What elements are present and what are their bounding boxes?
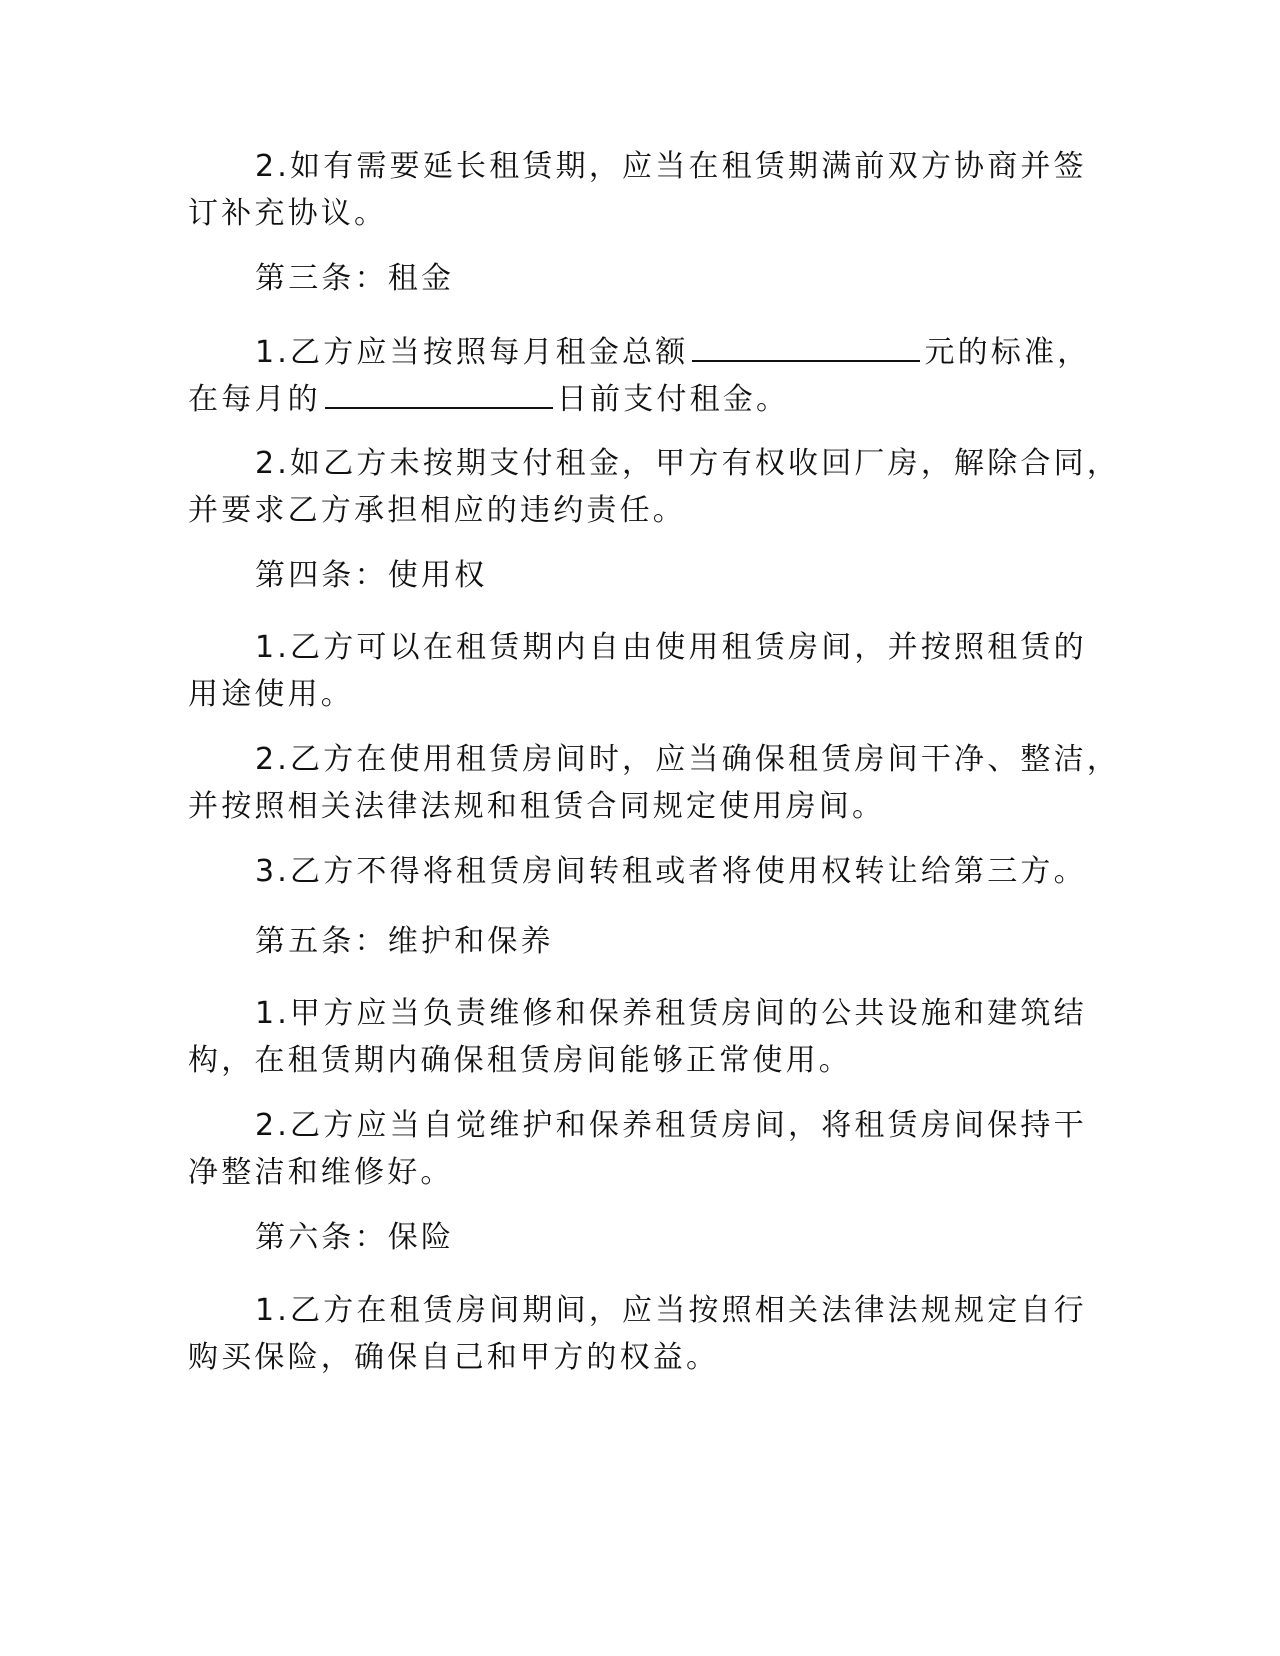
text-line: 用途使用。 bbox=[188, 677, 354, 712]
text-line: 净整洁和维修好。 bbox=[188, 1155, 454, 1190]
text-line: 订补充协议。 bbox=[188, 196, 388, 231]
paragraph-tenant-maintenance bbox=[188, 1102, 1088, 1196]
paragraph-extend-lease bbox=[188, 143, 1088, 237]
rent-text-a: 1.乙方应当按照每月租金总额 bbox=[255, 335, 689, 370]
paragraph-no-sublet bbox=[188, 848, 1088, 895]
text-line: 购买保险，确保自己和甲方的权益。 bbox=[188, 1340, 720, 1375]
text-line: 2.乙方在使用租赁房间时，应当确保租赁房间干净、整洁， bbox=[255, 742, 1121, 777]
text-line: 2.如有需要延长租赁期，应当在租赁期满前双方协商并签 bbox=[255, 149, 1087, 184]
paragraph-late-rent bbox=[188, 440, 1121, 534]
paragraph-insurance bbox=[188, 1287, 1088, 1381]
text-line bbox=[188, 328, 1091, 375]
paragraph-rent-payment bbox=[188, 328, 1091, 422]
text-line bbox=[188, 375, 1088, 422]
text-line: 1.甲方应当负责维修和保养租赁房间的公共设施和建筑结 bbox=[255, 996, 1087, 1031]
heading-article-3: 第三条：租金 bbox=[255, 261, 455, 296]
heading-article-4: 第四条：使用权 bbox=[255, 558, 488, 593]
rent-day-text-b: 日前支付租金。 bbox=[556, 382, 790, 417]
text-line: 2.乙方应当自觉维护和保养租赁房间，将租赁房间保持干 bbox=[255, 1108, 1087, 1143]
heading-article-6: 第六条：保险 bbox=[255, 1220, 455, 1255]
text-line: 并要求乙方承担相应的违约责任。 bbox=[188, 493, 686, 528]
rent-text-b: 元的标准， bbox=[924, 335, 1091, 370]
rent-amount-blank bbox=[692, 328, 920, 362]
rent-day-text-a: 在每月的 bbox=[188, 382, 321, 417]
paragraph-free-use bbox=[188, 624, 1088, 718]
heading-article-5: 第五条：维护和保养 bbox=[255, 924, 554, 959]
text-line: 3.乙方不得将租赁房间转租或者将使用权转让给第三方。 bbox=[255, 854, 1087, 889]
rent-day-blank bbox=[325, 375, 553, 409]
text-line: 2.如乙方未按期支付租金，甲方有权收回厂房，解除合同， bbox=[255, 446, 1121, 481]
text-line: 构，在租赁期内确保租赁房间能够正常使用。 bbox=[188, 1043, 852, 1078]
paragraph-landlord-maintenance bbox=[188, 990, 1088, 1084]
text-line: 1.乙方可以在租赁期内自由使用租赁房间，并按照租赁的 bbox=[255, 630, 1087, 665]
text-line: 1.乙方在租赁房间期间，应当按照相关法律法规规定自行 bbox=[255, 1293, 1087, 1328]
paragraph-keep-clean bbox=[188, 736, 1121, 830]
text-line: 并按照相关法律法规和租赁合同规定使用房间。 bbox=[188, 789, 886, 824]
